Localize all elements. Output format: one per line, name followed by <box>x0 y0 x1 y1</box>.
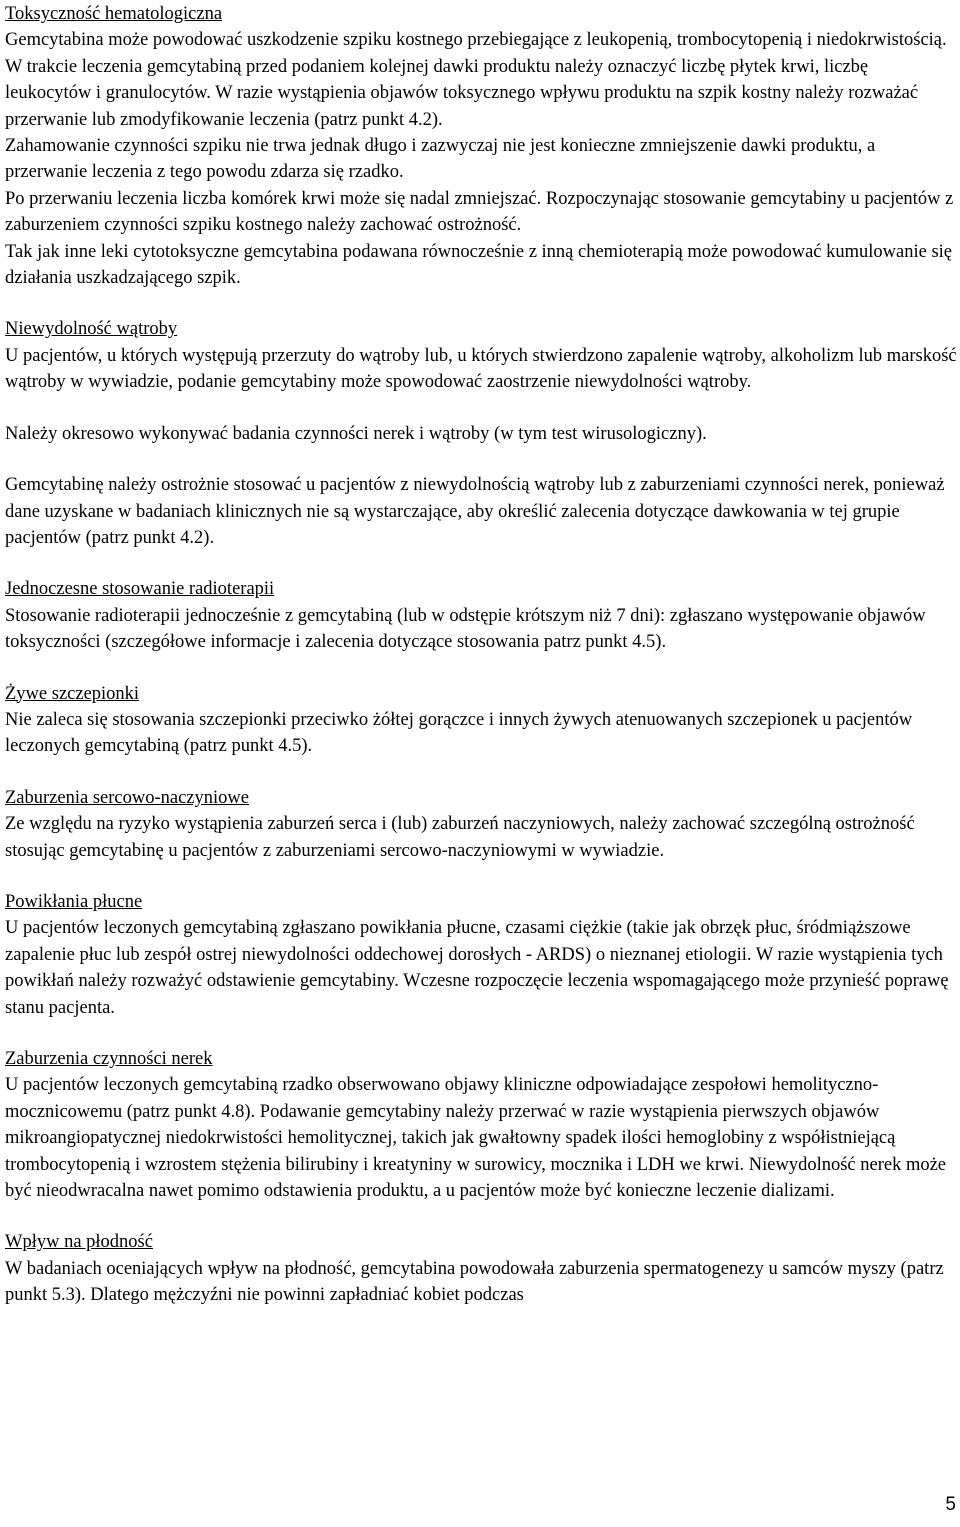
paragraph: Zahamowanie czynności szpiku nie trwa jednak długo i zazwyczaj nie jest konieczne zmniejszenie dawki produktu, a przerwanie leczenia z tego powodu zdarza się rzadko. <box>5 136 876 183</box>
section-heading: Zaburzenia sercowo-naczyniowe <box>5 787 249 808</box>
section-pulmonary <box>5 889 957 1021</box>
paragraph: Nie zaleca się stosowania szczepionki przeciwko żółtej gorączce i innych żywych atenuowanych szczepionek u pacjentów leczonych gemcytabiną (patrz punkt 4.5). <box>5 709 913 757</box>
paragraph: W badaniach oceniających wpływ na płodność, gemcytabina powodowała zaburzenia spermatogenezy u samców myszy (patrz punkt 5.3). Dlatego mężczyźni nie powinni zapładniać kobiet podczas <box>5 1258 944 1306</box>
paragraph: U pacjentów leczonych gemcytabiną rzadko obserwowano objawy kliniczne odpowiadające zespołowi hemolityczno-mocznicowemu (patrz punkt 4.8). Podawanie gemcytabiny należy przerwać w razie wystąpienia pierwszych objawów mikroangiopatycznej niedokrwistości hemolitycznej, takich jak gwałtowny spadek ilości hemoglobiny z współistniejącą trombocytopenią i wzrostem stężenia bilirubiny i kreatyniny w surowicy, mocznika i LDH we krwi. Niewydolność nerek może być nieodwracalna nawet pomimo odstawienia produktu, a u pacjentów może być konieczne leczenie dializami. <box>5 1075 947 1202</box>
section-fertility <box>5 1229 957 1308</box>
paragraph: U pacjentów leczonych gemcytabiną zgłaszano powikłania płucne, czasami ciężkie (takie jak obrzęk płuc, śródmiąższowe zapalenie płuc lub zespół ostrej niewydolności oddechowej dorosłych - ARDS) o nieznanej etiologii. W razie wystąpienia tych powikłań należy rozważyć odstawienie gemcytabiny. Wczesne rozpoczęcie leczenia wspomagającego może przynieść poprawę stanu pacjenta. <box>5 918 949 1018</box>
section-heading: Zaburzenia czynności nerek <box>5 1049 213 1069</box>
section-heading: Toksyczność hematologiczna <box>5 4 223 24</box>
section-heading: Wpływ na płodność <box>5 1232 153 1253</box>
paragraph: Stosowanie radioterapii jednocześnie z gemcytabiną (lub w odstępie krótszym niż 7 dni): zgłaszano występowanie objawów toksyczności (szczegółowe informacje i zalecenia dotyczące stosowania patrz punkt 4.5). <box>5 605 926 653</box>
section-liver-failure <box>5 316 957 395</box>
paragraph: U pacjentów, u których występują przerzuty do wątroby lub, u których stwierdzono zapalenie wątroby, alkoholizm lub marskość wątroby w wywiadzie, podanie gemcytabiny może spowodować zaostrzenie niewydolności wątroby. <box>5 345 957 393</box>
section-heading: Niewydolność wątroby <box>5 319 178 340</box>
document-page <box>5 1 957 1309</box>
paragraph: Tak jak inne leki cytotoksyczne gemcytabina podawana równocześnie z inną chemioterapią może powodować kumulowanie się działania uszkadzającego szpik. <box>5 241 952 289</box>
section-hematologic-toxicity <box>5 1 957 291</box>
section-heading: Żywe szczepionki <box>5 683 140 704</box>
section-radiotherapy <box>5 576 957 655</box>
section-caution <box>5 472 957 551</box>
section-renal <box>5 1046 957 1204</box>
paragraph: W trakcie leczenia gemcytabiną przed podaniem kolejnej dawki produktu należy oznaczyć liczbę płytek krwi, liczbę leukocytów i granulocytów. W razie wystąpienia objawów toksycznego wpływu produktu na szpik kostny należy rozważać przerwanie lub zmodyfikowanie leczenia (patrz punkt 4.2). <box>5 56 919 130</box>
section-heading: Jednoczesne stosowanie radioterapii <box>5 579 275 600</box>
paragraph: Ze względu na ryzyko wystąpienia zaburzeń serca i (lub) zaburzeń naczyniowych, należy zachować szczególną ostrożność stosując gemcytabinę u pacjentów z zaburzeniami sercowo-naczyniowymi w wywiadzie. <box>5 814 915 861</box>
page-number: 5 <box>945 1494 956 1515</box>
paragraph: Gemcytabina może powodować uszkodzenie szpiku kostnego przebiegające z leukopenią, trombocytopenią i niedokrwistością. <box>5 30 947 51</box>
paragraph: Gemcytabinę należy ostrożnie stosować u pacjentów z niewydolnością wątroby lub z zaburzeniami czynności nerek, ponieważ dane uzyskane w badaniach klinicznych nie są wystarczające, aby określić zalecenia dotyczące dawkowania w tej grupie pacjentów (patrz punkt 4.2). <box>5 475 945 548</box>
paragraph: Po przerwaniu leczenia liczba komórek krwi może się nadal zmniejszać. Rozpoczynając stosowanie gemcytabiny u pacjentów z zaburzeniem czynności szpiku kostnego należy zachować ostrożność. <box>5 188 954 236</box>
section-heading: Powikłania płucne <box>5 891 143 912</box>
paragraph: Należy okresowo wykonywać badania czynności nerek i wątroby (w tym test wirusologiczny). <box>5 423 707 444</box>
section-live-vaccines <box>5 681 957 760</box>
section-periodic-tests <box>5 421 957 447</box>
section-cardiovascular <box>5 785 957 864</box>
